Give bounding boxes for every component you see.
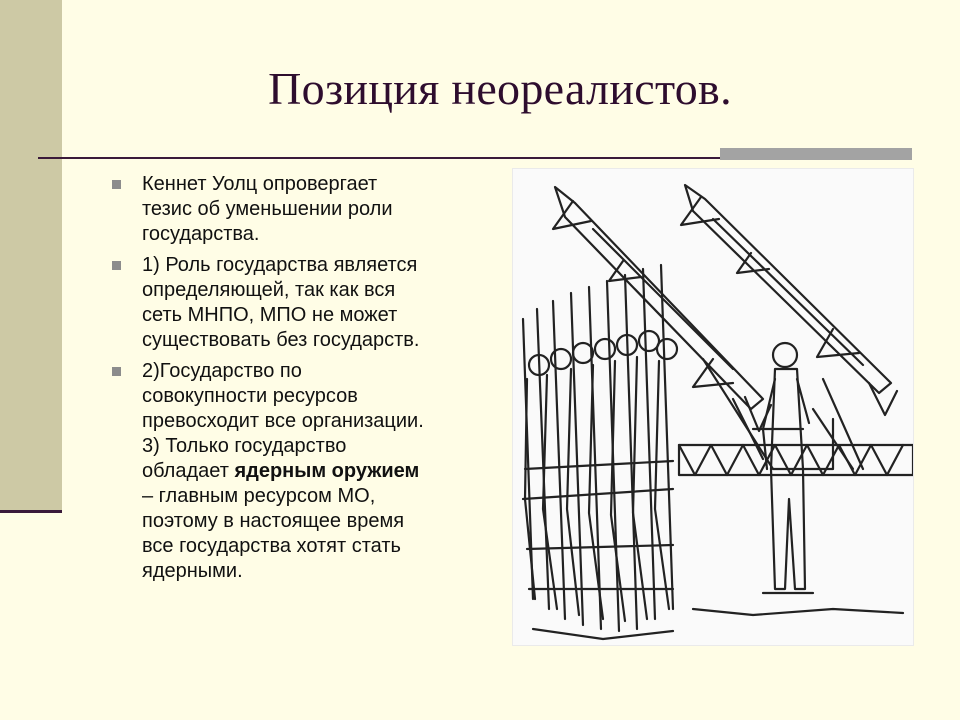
bullet-text-start: 2)Государство по совокупности ресурсов превосходит все организации. 3) Только государство обладает [142, 360, 424, 482]
bullet-text [142, 360, 424, 582]
missile-parade-drawing-icon [513, 169, 913, 645]
accent-bar [720, 148, 912, 160]
soldier-column [523, 265, 677, 631]
bullet-list [110, 172, 500, 590]
bullet-text-end: – главным ресурсом МО, поэтому в настоящее время все государства хотят стать ядерными. [142, 485, 405, 582]
missile-parade-illustration [512, 168, 914, 646]
missile-right [681, 185, 897, 415]
bullet-item [110, 172, 500, 247]
bullet-text-emphasis: ядерным оружием [234, 460, 420, 482]
bullet-text: Кеннет Уолц опровергает тезис об уменьшении роли государства. [142, 173, 393, 245]
sidebar-decoration [0, 0, 62, 512]
sidebar-underline [0, 510, 62, 513]
ground-lines [533, 609, 903, 639]
launcher-frame [703, 359, 863, 469]
bullet-item [110, 359, 500, 584]
bullet-square-icon [112, 180, 121, 189]
bullet-text: 1) Роль государства является определяющей, так как вся сеть МНПО, МПО не может существовать без государств. [142, 254, 420, 351]
bullet-item [110, 253, 500, 353]
bullet-square-icon [112, 261, 121, 270]
bullet-square-icon [112, 367, 121, 376]
slide-title: Позиция неореалистов. [268, 63, 732, 114]
fence-band [679, 445, 913, 475]
